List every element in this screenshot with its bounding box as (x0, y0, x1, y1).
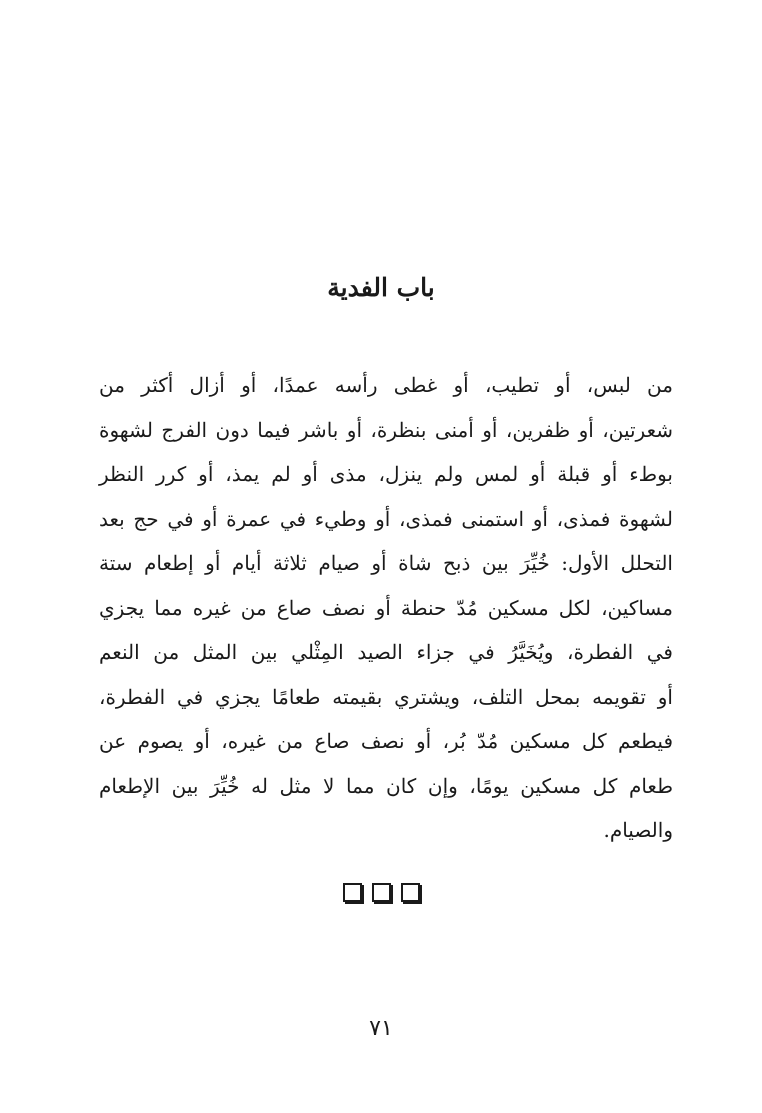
text-line: أو تقويمه بمحل التلف، ويشتري بقيمته طعامًا يجزي في الفطرة، (99, 684, 673, 709)
text-line: في الفطرة، ويُخَيَّرُ في جزاء الصيد المِثْلي بين المثل من النعم (99, 640, 673, 664)
body-paragraph (99, 363, 673, 853)
text-line: لشهوة فمذى، أو استمنى فمذى، أو وطيء في عمرة أو في حج بعد (99, 506, 673, 531)
text-line: مساكين، لكل مسكين مُدّ حنطة أو نصف صاع من غيره مما يجزي (99, 595, 673, 620)
text-line: والصيام. (603, 818, 673, 842)
section-divider-ornament (0, 883, 762, 902)
square-ornament-icon (372, 883, 391, 902)
square-ornament-icon (401, 883, 420, 902)
text-line: شعرتين، أو ظفرين، أو أمنى بنظرة، أو باشر فيما دون الفرج لشهوة (99, 417, 673, 442)
page-number: ٧١ (369, 1016, 393, 1041)
text-line: من لبس، أو تطيب، أو غطى رأسه عمدًا، أو أزال أكثر من (99, 373, 673, 397)
text-line: فيطعم كل مسكين مُدّ بُر، أو نصف صاع من غيره، أو يصوم عن (99, 729, 673, 753)
text-line: بوطء أو قبلة أو لمس ولم ينزل، مذى أو لم يمذ، أو كرر النظر (99, 462, 673, 486)
chapter-title: باب الفدية (327, 273, 435, 302)
square-ornament-icon (343, 883, 362, 902)
text-line: طعام كل مسكين يومًا، وإن كان مما لا مثل له خُيِّرَ بين الإطعام (99, 773, 673, 798)
text-line: التحلل الأول: خُيِّرَ بين ذبح شاة أو صيام ثلاثة أيام أو إطعام ستة (99, 551, 673, 575)
